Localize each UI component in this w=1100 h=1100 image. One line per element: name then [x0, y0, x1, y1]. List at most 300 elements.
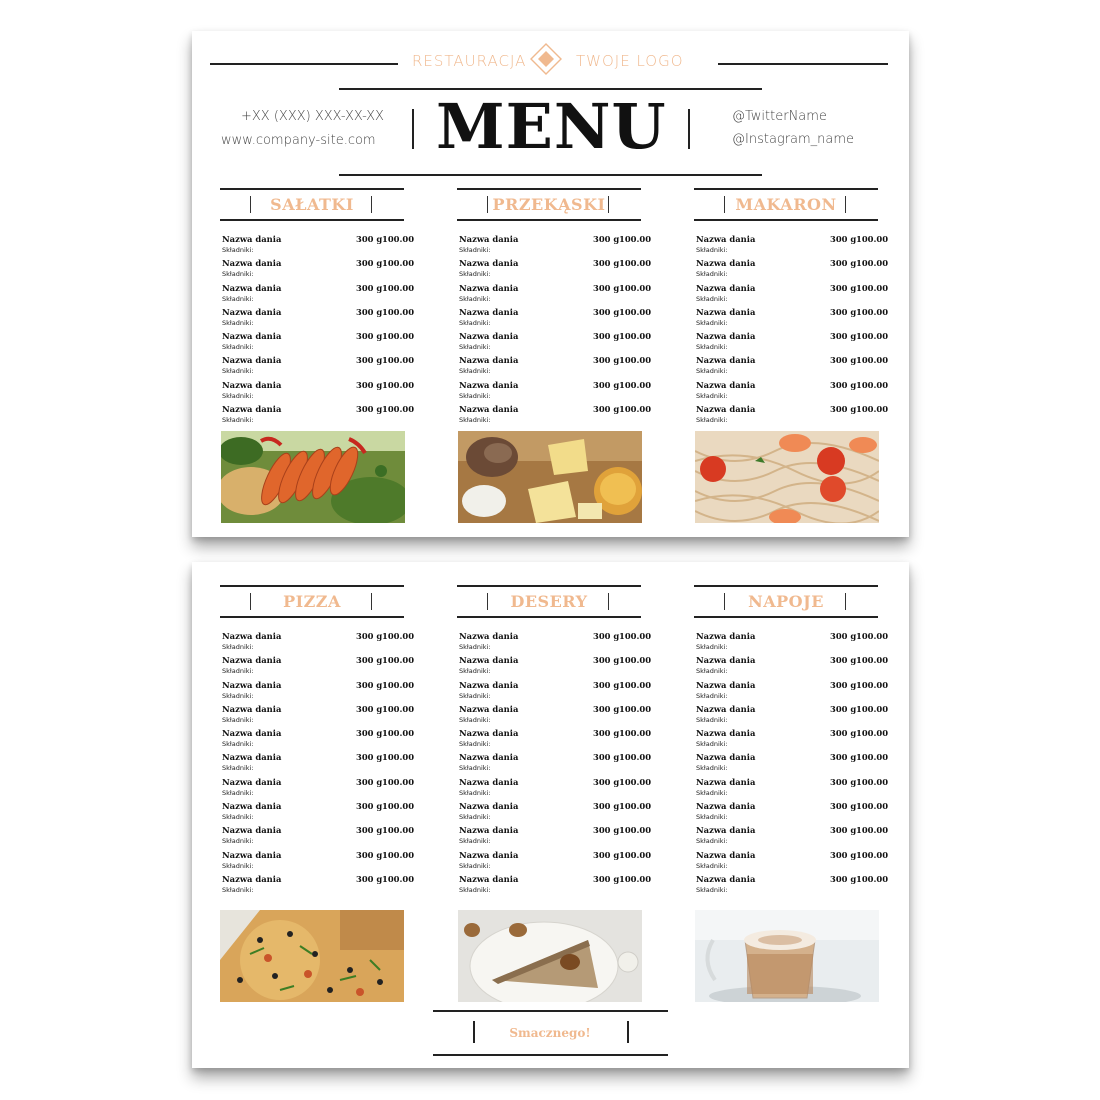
dish-name: Nazwa dania [696, 234, 756, 244]
menu-item [222, 801, 415, 825]
dish-name: Nazwa dania [459, 873, 519, 884]
dish-name: Nazwa dania [696, 752, 756, 763]
dish-price: 100.00 [382, 404, 415, 415]
dish-weight: 300 g [593, 849, 620, 860]
dish-ingredients: Składniki: [696, 691, 728, 700]
section-divider-right [608, 196, 609, 213]
dish-ingredients: Składniki: [459, 270, 491, 279]
footer-rule-top [433, 1010, 668, 1012]
dish-name: Nazwa dania [459, 355, 519, 366]
dish-ingredients: Składniki: [696, 391, 728, 400]
section-rule-top [457, 188, 641, 190]
dish-name: Nazwa dania [696, 282, 756, 293]
dish-weight: 300 g [830, 631, 857, 641]
dish-weight: 300 g [593, 752, 620, 763]
dish-price: 100.00 [382, 703, 415, 714]
title-divider-right [688, 109, 690, 149]
dish-name: Nazwa dania [696, 849, 756, 860]
menu-item [459, 282, 652, 307]
menu-item [696, 331, 889, 355]
phone-number: +XX (XXX) XXX-XX-XX [241, 109, 384, 124]
dish-weight: 300 g [830, 331, 857, 342]
title-rule-bottom [339, 174, 762, 176]
dish-ingredients: Składniki: [222, 294, 254, 303]
menu-item [696, 728, 889, 752]
dish-ingredients: Składniki: [459, 691, 491, 700]
dish-name: Nazwa dania [459, 234, 519, 244]
dish-weight: 300 g [356, 355, 383, 366]
logo-text-left: RESTAURACJA [412, 52, 527, 70]
dish-price: 100.00 [856, 655, 889, 666]
menu-item [459, 631, 652, 655]
dish-weight: 300 g [593, 306, 620, 317]
section-rule-top [694, 585, 878, 587]
dish-weight: 300 g [356, 776, 383, 787]
dish-ingredients: Składniki: [459, 715, 491, 724]
dish-name: Nazwa dania [459, 655, 519, 666]
twitter-handle[interactable]: @TwitterName [732, 109, 827, 124]
dish-weight: 300 g [356, 306, 383, 317]
menu-item [222, 282, 415, 307]
menu-item [696, 234, 889, 258]
dish-weight: 300 g [830, 655, 857, 666]
dish-name: Nazwa dania [222, 331, 282, 342]
dish-ingredients: Składniki: [696, 813, 728, 822]
menu-item-list [459, 234, 652, 428]
dish-weight: 300 g [593, 801, 620, 812]
dish-ingredients: Składniki: [459, 391, 491, 400]
dish-name: Nazwa dania [222, 825, 282, 836]
dish-price: 100.00 [382, 679, 415, 690]
menu-item [696, 801, 889, 825]
dish-ingredients: Składniki: [459, 343, 491, 352]
dish-weight: 300 g [830, 703, 857, 714]
dish-weight: 300 g [356, 655, 383, 666]
dish-ingredients: Składniki: [696, 318, 728, 327]
dish-name: Nazwa dania [222, 234, 282, 244]
menu-item [696, 825, 889, 849]
dish-weight: 300 g [593, 873, 620, 884]
dish-ingredients: Składniki: [696, 667, 728, 676]
dish-ingredients: Składniki: [222, 861, 254, 870]
dish-weight: 300 g [356, 331, 383, 342]
dish-weight: 300 g [593, 825, 620, 836]
menu-item [696, 655, 889, 679]
dish-name: Nazwa dania [459, 825, 519, 836]
dish-ingredients: Składniki: [696, 343, 728, 352]
dish-price: 100.00 [856, 873, 889, 884]
dish-name: Nazwa dania [696, 631, 756, 641]
dish-weight: 300 g [593, 379, 620, 390]
dish-name: Nazwa dania [696, 679, 756, 690]
header-rule-right [718, 63, 888, 65]
dish-name: Nazwa dania [222, 752, 282, 763]
dish-price: 100.00 [856, 849, 889, 860]
dish-weight: 300 g [356, 728, 383, 739]
dish-price: 100.00 [382, 234, 415, 244]
dish-price: 100.00 [619, 703, 652, 714]
section-rule-bottom [457, 219, 641, 221]
dish-price: 100.00 [856, 331, 889, 342]
dessert-photo [458, 910, 642, 1002]
dish-name: Nazwa dania [459, 331, 519, 342]
dish-price: 100.00 [382, 258, 415, 269]
dish-name: Nazwa dania [222, 379, 282, 390]
dish-price: 100.00 [619, 801, 652, 812]
dish-price: 100.00 [856, 825, 889, 836]
dish-weight: 300 g [356, 404, 383, 415]
menu-item [459, 679, 652, 704]
dish-name: Nazwa dania [696, 258, 756, 269]
dish-name: Nazwa dania [222, 258, 282, 269]
dish-weight: 300 g [593, 331, 620, 342]
dish-price: 100.00 [382, 282, 415, 293]
section-rule-bottom [220, 219, 404, 221]
dish-price: 100.00 [382, 776, 415, 787]
dish-weight: 300 g [356, 282, 383, 293]
dish-weight: 300 g [593, 282, 620, 293]
menu-item [459, 234, 652, 258]
dish-ingredients: Składniki: [222, 885, 254, 894]
dish-ingredients: Składniki: [459, 643, 491, 651]
dish-price: 100.00 [382, 825, 415, 836]
dish-price: 100.00 [856, 703, 889, 714]
menu-item [696, 873, 889, 898]
section-rule-bottom [220, 616, 404, 618]
menu-item [696, 849, 889, 874]
dish-name: Nazwa dania [696, 379, 756, 390]
menu-item [222, 776, 415, 801]
menu-item [696, 282, 889, 307]
dish-name: Nazwa dania [222, 404, 282, 415]
dish-name: Nazwa dania [696, 331, 756, 342]
dish-weight: 300 g [356, 752, 383, 763]
dish-ingredients: Składniki: [696, 764, 728, 773]
dish-name: Nazwa dania [696, 355, 756, 366]
section-title: DESERY [510, 592, 588, 611]
dish-name: Nazwa dania [459, 703, 519, 714]
dish-name: Nazwa dania [222, 703, 282, 714]
dish-name: Nazwa dania [459, 282, 519, 293]
dish-ingredients: Składniki: [459, 318, 491, 327]
section-rule-top [457, 585, 641, 587]
menu-item [459, 306, 652, 331]
dish-price: 100.00 [619, 404, 652, 415]
dish-weight: 300 g [356, 679, 383, 690]
dish-price: 100.00 [619, 631, 652, 641]
logo-text-right: TWOJE LOGO [576, 52, 684, 70]
menu-item [459, 355, 652, 379]
dish-name: Nazwa dania [696, 873, 756, 884]
dish-weight: 300 g [356, 825, 383, 836]
dish-name: Nazwa dania [222, 306, 282, 317]
menu-item [222, 849, 415, 874]
dish-ingredients: Składniki: [696, 740, 728, 749]
footer-rule-bottom [433, 1054, 668, 1056]
dish-ingredients: Składniki: [222, 643, 254, 651]
cheese-photo [458, 431, 642, 523]
dish-name: Nazwa dania [459, 679, 519, 690]
dish-weight: 300 g [593, 655, 620, 666]
coffee-photo [695, 910, 879, 1002]
menu-item-list [222, 234, 415, 428]
menu-item [222, 703, 415, 728]
section-title: SAŁATKI [270, 195, 354, 214]
dish-price: 100.00 [856, 282, 889, 293]
dish-weight: 300 g [830, 728, 857, 739]
menu-item-list [459, 631, 652, 898]
menu-item [222, 752, 415, 776]
dish-weight: 300 g [593, 404, 620, 415]
section-divider-right [845, 593, 846, 610]
section-rule-top [694, 188, 878, 190]
menu-item [696, 404, 889, 428]
dish-price: 100.00 [619, 331, 652, 342]
menu-title: MENU [436, 90, 667, 163]
dish-ingredients: Składniki: [222, 391, 254, 400]
dish-weight: 300 g [830, 801, 857, 812]
dish-ingredients: Składniki: [459, 764, 491, 773]
dish-price: 100.00 [619, 825, 652, 836]
menu-item-list [696, 234, 889, 428]
dish-ingredients: Składniki: [222, 740, 254, 749]
dish-weight: 300 g [593, 728, 620, 739]
dish-name: Nazwa dania [459, 404, 519, 415]
instagram-handle[interactable]: @Instagram_name [732, 132, 855, 147]
menu-item [222, 306, 415, 331]
dish-price: 100.00 [619, 258, 652, 269]
dish-price: 100.00 [382, 728, 415, 739]
dish-ingredients: Składniki: [459, 667, 491, 676]
menu-item [459, 752, 652, 776]
dish-weight: 300 g [830, 825, 857, 836]
section-title: NAPOJE [748, 592, 824, 611]
menu-item [222, 825, 415, 849]
dish-ingredients: Składniki: [696, 837, 728, 846]
dish-ingredients: Składniki: [222, 318, 254, 327]
menu-item [459, 379, 652, 404]
dish-price: 100.00 [619, 282, 652, 293]
dish-weight: 300 g [593, 776, 620, 787]
dish-ingredients: Składniki: [696, 367, 728, 376]
dish-name: Nazwa dania [459, 752, 519, 763]
dish-weight: 300 g [830, 752, 857, 763]
dish-ingredients: Składniki: [222, 813, 254, 822]
dish-price: 100.00 [382, 631, 415, 641]
dish-price: 100.00 [382, 801, 415, 812]
dish-name: Nazwa dania [459, 306, 519, 317]
dish-weight: 300 g [593, 679, 620, 690]
dish-weight: 300 g [356, 703, 383, 714]
dish-name: Nazwa dania [459, 801, 519, 812]
dish-weight: 300 g [356, 873, 383, 884]
menu-item [222, 355, 415, 379]
title-divider-left [412, 109, 414, 149]
dish-weight: 300 g [830, 306, 857, 317]
dish-price: 100.00 [619, 776, 652, 787]
dish-ingredients: Składniki: [459, 861, 491, 870]
dish-name: Nazwa dania [222, 849, 282, 860]
dish-name: Nazwa dania [696, 655, 756, 666]
section-rule-top [220, 585, 404, 587]
dish-name: Nazwa dania [696, 703, 756, 714]
dish-price: 100.00 [619, 234, 652, 244]
dish-price: 100.00 [619, 728, 652, 739]
dish-ingredients: Składniki: [696, 416, 728, 425]
section-divider-right [371, 196, 372, 213]
menu-item-list [222, 631, 415, 898]
dish-name: Nazwa dania [222, 355, 282, 366]
dish-ingredients: Składniki: [696, 246, 728, 254]
menu-item [696, 776, 889, 801]
menu-item [222, 404, 415, 428]
dish-price: 100.00 [856, 258, 889, 269]
menu-item-list [696, 631, 889, 898]
dish-ingredients: Składniki: [459, 416, 491, 425]
pizza-photo [220, 910, 404, 1002]
dish-ingredients: Składniki: [459, 813, 491, 822]
menu-item [222, 331, 415, 355]
menu-item [696, 631, 889, 655]
dish-weight: 300 g [830, 776, 857, 787]
dish-ingredients: Składniki: [222, 367, 254, 376]
dish-weight: 300 g [830, 404, 857, 415]
dish-ingredients: Składniki: [222, 764, 254, 773]
dish-weight: 300 g [593, 258, 620, 269]
dish-price: 100.00 [856, 728, 889, 739]
dish-ingredients: Składniki: [459, 885, 491, 894]
dish-price: 100.00 [856, 379, 889, 390]
dish-name: Nazwa dania [222, 801, 282, 812]
menu-item [222, 258, 415, 282]
dish-weight: 300 g [593, 234, 620, 244]
dish-weight: 300 g [356, 849, 383, 860]
dish-ingredients: Składniki: [696, 715, 728, 724]
dish-name: Nazwa dania [222, 631, 282, 641]
dish-name: Nazwa dania [459, 631, 519, 641]
dish-ingredients: Składniki: [459, 246, 491, 254]
dish-ingredients: Składniki: [222, 788, 254, 797]
dish-ingredients: Składniki: [222, 246, 254, 254]
dish-price: 100.00 [856, 752, 889, 763]
dish-ingredients: Składniki: [696, 270, 728, 279]
menu-item [696, 679, 889, 704]
dish-price: 100.00 [382, 752, 415, 763]
dish-weight: 300 g [830, 234, 857, 244]
dish-price: 100.00 [856, 801, 889, 812]
dish-weight: 300 g [830, 282, 857, 293]
dish-price: 100.00 [382, 355, 415, 366]
dish-name: Nazwa dania [459, 258, 519, 269]
dish-ingredients: Składniki: [696, 885, 728, 894]
menu-item [459, 703, 652, 728]
dish-price: 100.00 [856, 234, 889, 244]
dish-price: 100.00 [619, 379, 652, 390]
menu-item [222, 873, 415, 898]
dish-weight: 300 g [830, 258, 857, 269]
dish-ingredients: Składniki: [222, 837, 254, 846]
dish-ingredients: Składniki: [222, 270, 254, 279]
dish-price: 100.00 [382, 306, 415, 317]
menu-item [696, 752, 889, 776]
dish-name: Nazwa dania [459, 776, 519, 787]
section-title: MAKARON [735, 195, 837, 214]
salad-photo [221, 431, 405, 523]
dish-ingredients: Składniki: [222, 343, 254, 352]
dish-name: Nazwa dania [222, 282, 282, 293]
menu-item [459, 801, 652, 825]
dish-name: Nazwa dania [459, 379, 519, 390]
dish-price: 100.00 [382, 379, 415, 390]
section-divider-right [845, 196, 846, 213]
menu-item [459, 849, 652, 874]
dish-ingredients: Składniki: [222, 416, 254, 425]
dish-price: 100.00 [856, 631, 889, 641]
dish-price: 100.00 [619, 752, 652, 763]
section-title: PIZZA [283, 592, 341, 611]
dish-price: 100.00 [619, 355, 652, 366]
section-rule-bottom [457, 616, 641, 618]
menu-sheet-back [192, 562, 909, 1068]
menu-item [222, 379, 415, 404]
dish-price: 100.00 [856, 306, 889, 317]
dish-price: 100.00 [382, 873, 415, 884]
section-rule-bottom [694, 219, 878, 221]
dish-price: 100.00 [856, 679, 889, 690]
website-link[interactable]: www.company-site.com [221, 133, 376, 148]
menu-item [459, 825, 652, 849]
pasta-photo [695, 431, 879, 523]
dish-name: Nazwa dania [222, 873, 282, 884]
dish-name: Nazwa dania [459, 728, 519, 739]
dish-price: 100.00 [382, 331, 415, 342]
dish-ingredients: Składniki: [459, 294, 491, 303]
section-rule-bottom [694, 616, 878, 618]
section-title: PRZEKĄSKI [492, 195, 606, 214]
section-divider-right [608, 593, 609, 610]
dish-name: Nazwa dania [696, 801, 756, 812]
menu-item [696, 703, 889, 728]
dish-name: Nazwa dania [222, 655, 282, 666]
dish-name: Nazwa dania [459, 849, 519, 860]
dish-weight: 300 g [593, 355, 620, 366]
dish-weight: 300 g [830, 379, 857, 390]
dish-price: 100.00 [856, 776, 889, 787]
dish-weight: 300 g [356, 801, 383, 812]
dish-ingredients: Składniki: [696, 294, 728, 303]
dish-weight: 300 g [830, 679, 857, 690]
menu-item [696, 258, 889, 282]
menu-item [696, 379, 889, 404]
menu-item [696, 355, 889, 379]
dish-price: 100.00 [619, 873, 652, 884]
dish-ingredients: Składniki: [459, 788, 491, 797]
dish-name: Nazwa dania [222, 679, 282, 690]
dish-name: Nazwa dania [222, 728, 282, 739]
menu-item [222, 655, 415, 679]
dish-ingredients: Składniki: [459, 367, 491, 376]
dish-ingredients: Składniki: [222, 691, 254, 700]
dish-price: 100.00 [856, 404, 889, 415]
dish-weight: 300 g [356, 234, 383, 244]
menu-item [222, 679, 415, 704]
dish-ingredients: Składniki: [696, 643, 728, 651]
menu-sheet-front [192, 31, 909, 537]
dish-name: Nazwa dania [696, 306, 756, 317]
dish-price: 100.00 [856, 355, 889, 366]
logo-diamond-icon [530, 43, 562, 75]
dish-weight: 300 g [830, 873, 857, 884]
